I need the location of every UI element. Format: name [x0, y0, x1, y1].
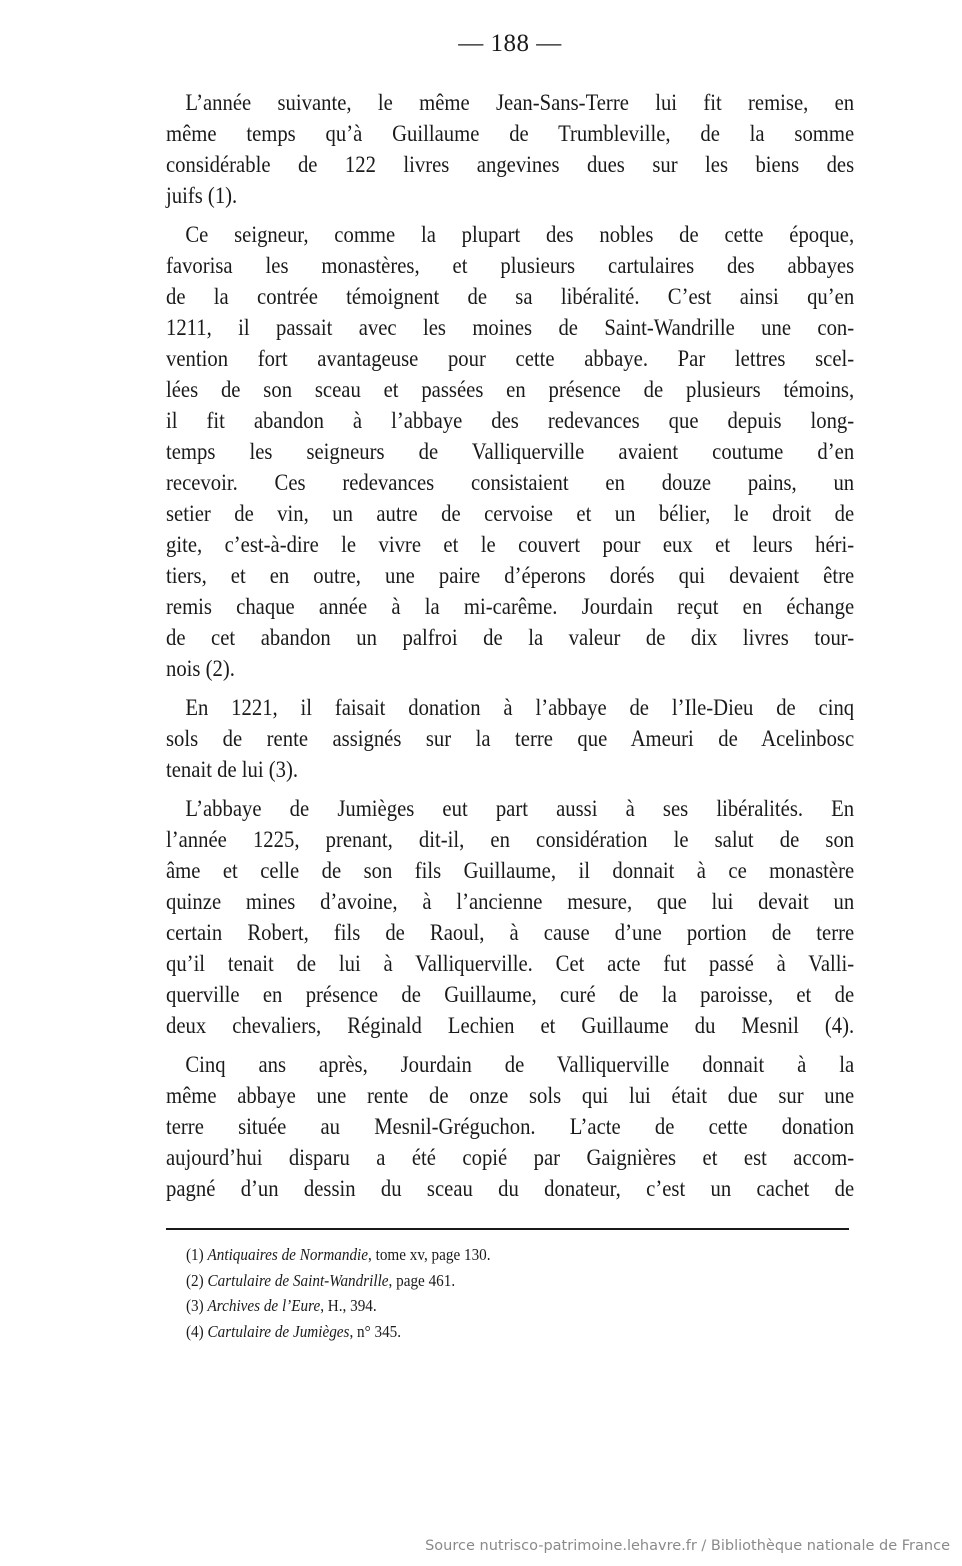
- text-line: temps les seigneurs de Valliquerville avaient coutume d’en: [166, 439, 855, 465]
- paragraph: [166, 88, 854, 212]
- footnote: [186, 1293, 491, 1319]
- source-credit: Source nutrisco-patrimoine.lehavre.fr / Bibliothèque nationale de France: [425, 1538, 950, 1554]
- text-line: considérable de 122 livres angevines dues sur les biens des: [166, 152, 855, 178]
- footnote-title: Cartulaire de Jumièges: [207, 1321, 350, 1341]
- text-line: deux chevaliers, Réginald Lechien et Guillaume du Mesnil (4).: [166, 1013, 855, 1039]
- text-line: En 1221, il faisait donation à l’abbaye de l’Ile-Dieu de cinq: [185, 695, 855, 721]
- text-line: remis chaque année à la mi-carême. Jourdain reçut en échange: [166, 594, 855, 620]
- text-line: terre située au Mesnil-Gréguchon. L’acte de cette donation: [166, 1114, 855, 1140]
- page-number: — 188 —: [458, 30, 562, 57]
- footnote-marker: (2): [186, 1270, 204, 1290]
- footnote-marker: (1): [186, 1245, 204, 1264]
- footnote: [186, 1242, 491, 1268]
- footnote-marker: (3): [186, 1296, 204, 1315]
- text-line: même abbaye une rente de onze sols qui lui était due sur une: [166, 1083, 855, 1109]
- text-line: querville en présence de Guillaume, curé de la paroisse, et de: [166, 982, 855, 1008]
- text-line: âme et celle de son fils Guillaume, il donnait à ce monastère: [166, 858, 855, 884]
- paragraph: [166, 220, 854, 685]
- footnote-ref: , H., 394.: [320, 1296, 377, 1315]
- text-line: tenait de lui (3).: [166, 757, 299, 783]
- text-line: tiers, et en outre, une paire d’éperons dorés qui devaient être: [166, 563, 855, 589]
- text-line: lées de son sceau et passées en présence de plusieurs témoins,: [166, 377, 855, 403]
- footnote-ref: , n° 345.: [349, 1321, 402, 1341]
- footnote-title: Antiquaires de Normandie: [207, 1245, 369, 1264]
- paragraph: [166, 1050, 854, 1205]
- footnote: [186, 1319, 491, 1345]
- text-line: vention fort avantageuse pour cette abbaye. Par lettres scel-: [166, 346, 855, 372]
- text-line: aujourd’hui disparu a été copié par Gaignières et est accom-: [166, 1145, 855, 1171]
- text-line: il fit abandon à l’abbaye des redevances que depuis long-: [166, 408, 855, 434]
- text-line: L’abbaye de Jumièges eut part aussi à ses libéralités. En: [185, 796, 855, 822]
- footnote-title: Archives de l’Eure: [207, 1296, 321, 1315]
- text-line: Cinq ans après, Jourdain de Valliquerville donnait à la: [185, 1052, 855, 1078]
- footnote: [186, 1268, 491, 1294]
- footnote-ref: , page 461.: [388, 1270, 456, 1290]
- footnote-title: Cartulaire de Saint-Wandrille: [207, 1270, 389, 1290]
- text-line: de cet abandon un palfroi de la valeur de dix livres tour-: [166, 625, 855, 651]
- text-line: gite, c’est-à-dire le vivre et le couvert pour eux et leurs héri-: [166, 532, 855, 558]
- text-line: 1211, il passait avec les moines de Saint-Wandrille une con-: [166, 315, 855, 341]
- text-line: l’année 1225, prenant, dit-il, en considération le salut de son: [166, 827, 855, 853]
- paragraph: [166, 794, 854, 1042]
- paragraph: [166, 693, 854, 786]
- text-line: certain Robert, fils de Raoul, à cause d’une portion de terre: [166, 920, 855, 946]
- text-line: nois (2).: [166, 656, 235, 682]
- text-line: favorisa les monastères, et plusieurs cartulaires des abbayes: [166, 253, 855, 279]
- text-line: qu’il tenait de lui à Valliquerville. Cet acte fut passé à Valli-: [166, 951, 855, 977]
- footnote-ref: , tome xv, page 130.: [368, 1245, 491, 1264]
- text-line: même temps qu’à Guillaume de Trumbleville, de la somme: [166, 121, 855, 147]
- footnote-separator: [166, 1228, 849, 1230]
- text-line: L’année suivante, le même Jean-Sans-Terre lui fit remise, en: [185, 90, 855, 116]
- text-line: de la contrée témoignent de sa libéralité. C’est ainsi qu’en: [166, 284, 855, 310]
- text-line: recevoir. Ces redevances consistaient en douze pains, un: [166, 470, 855, 496]
- footnote-marker: (4): [186, 1321, 204, 1341]
- text-line: setier de vin, un autre de cervoise et un bélier, le droit de: [166, 501, 855, 527]
- text-line: sols de rente assignés sur la terre que Ameuri de Acelinbosc: [166, 726, 855, 752]
- text-line: juifs (1).: [166, 183, 238, 209]
- text-line: Ce seigneur, comme la plupart des nobles de cette époque,: [185, 222, 855, 248]
- body-text: [166, 88, 854, 1213]
- text-line: quinze mines d’avoine, à l’ancienne mesure, que lui devait un: [166, 889, 855, 915]
- text-line: pagné d’un dessin du sceau du donateur, c’est un cachet de: [166, 1176, 855, 1202]
- footnotes: [186, 1242, 517, 1344]
